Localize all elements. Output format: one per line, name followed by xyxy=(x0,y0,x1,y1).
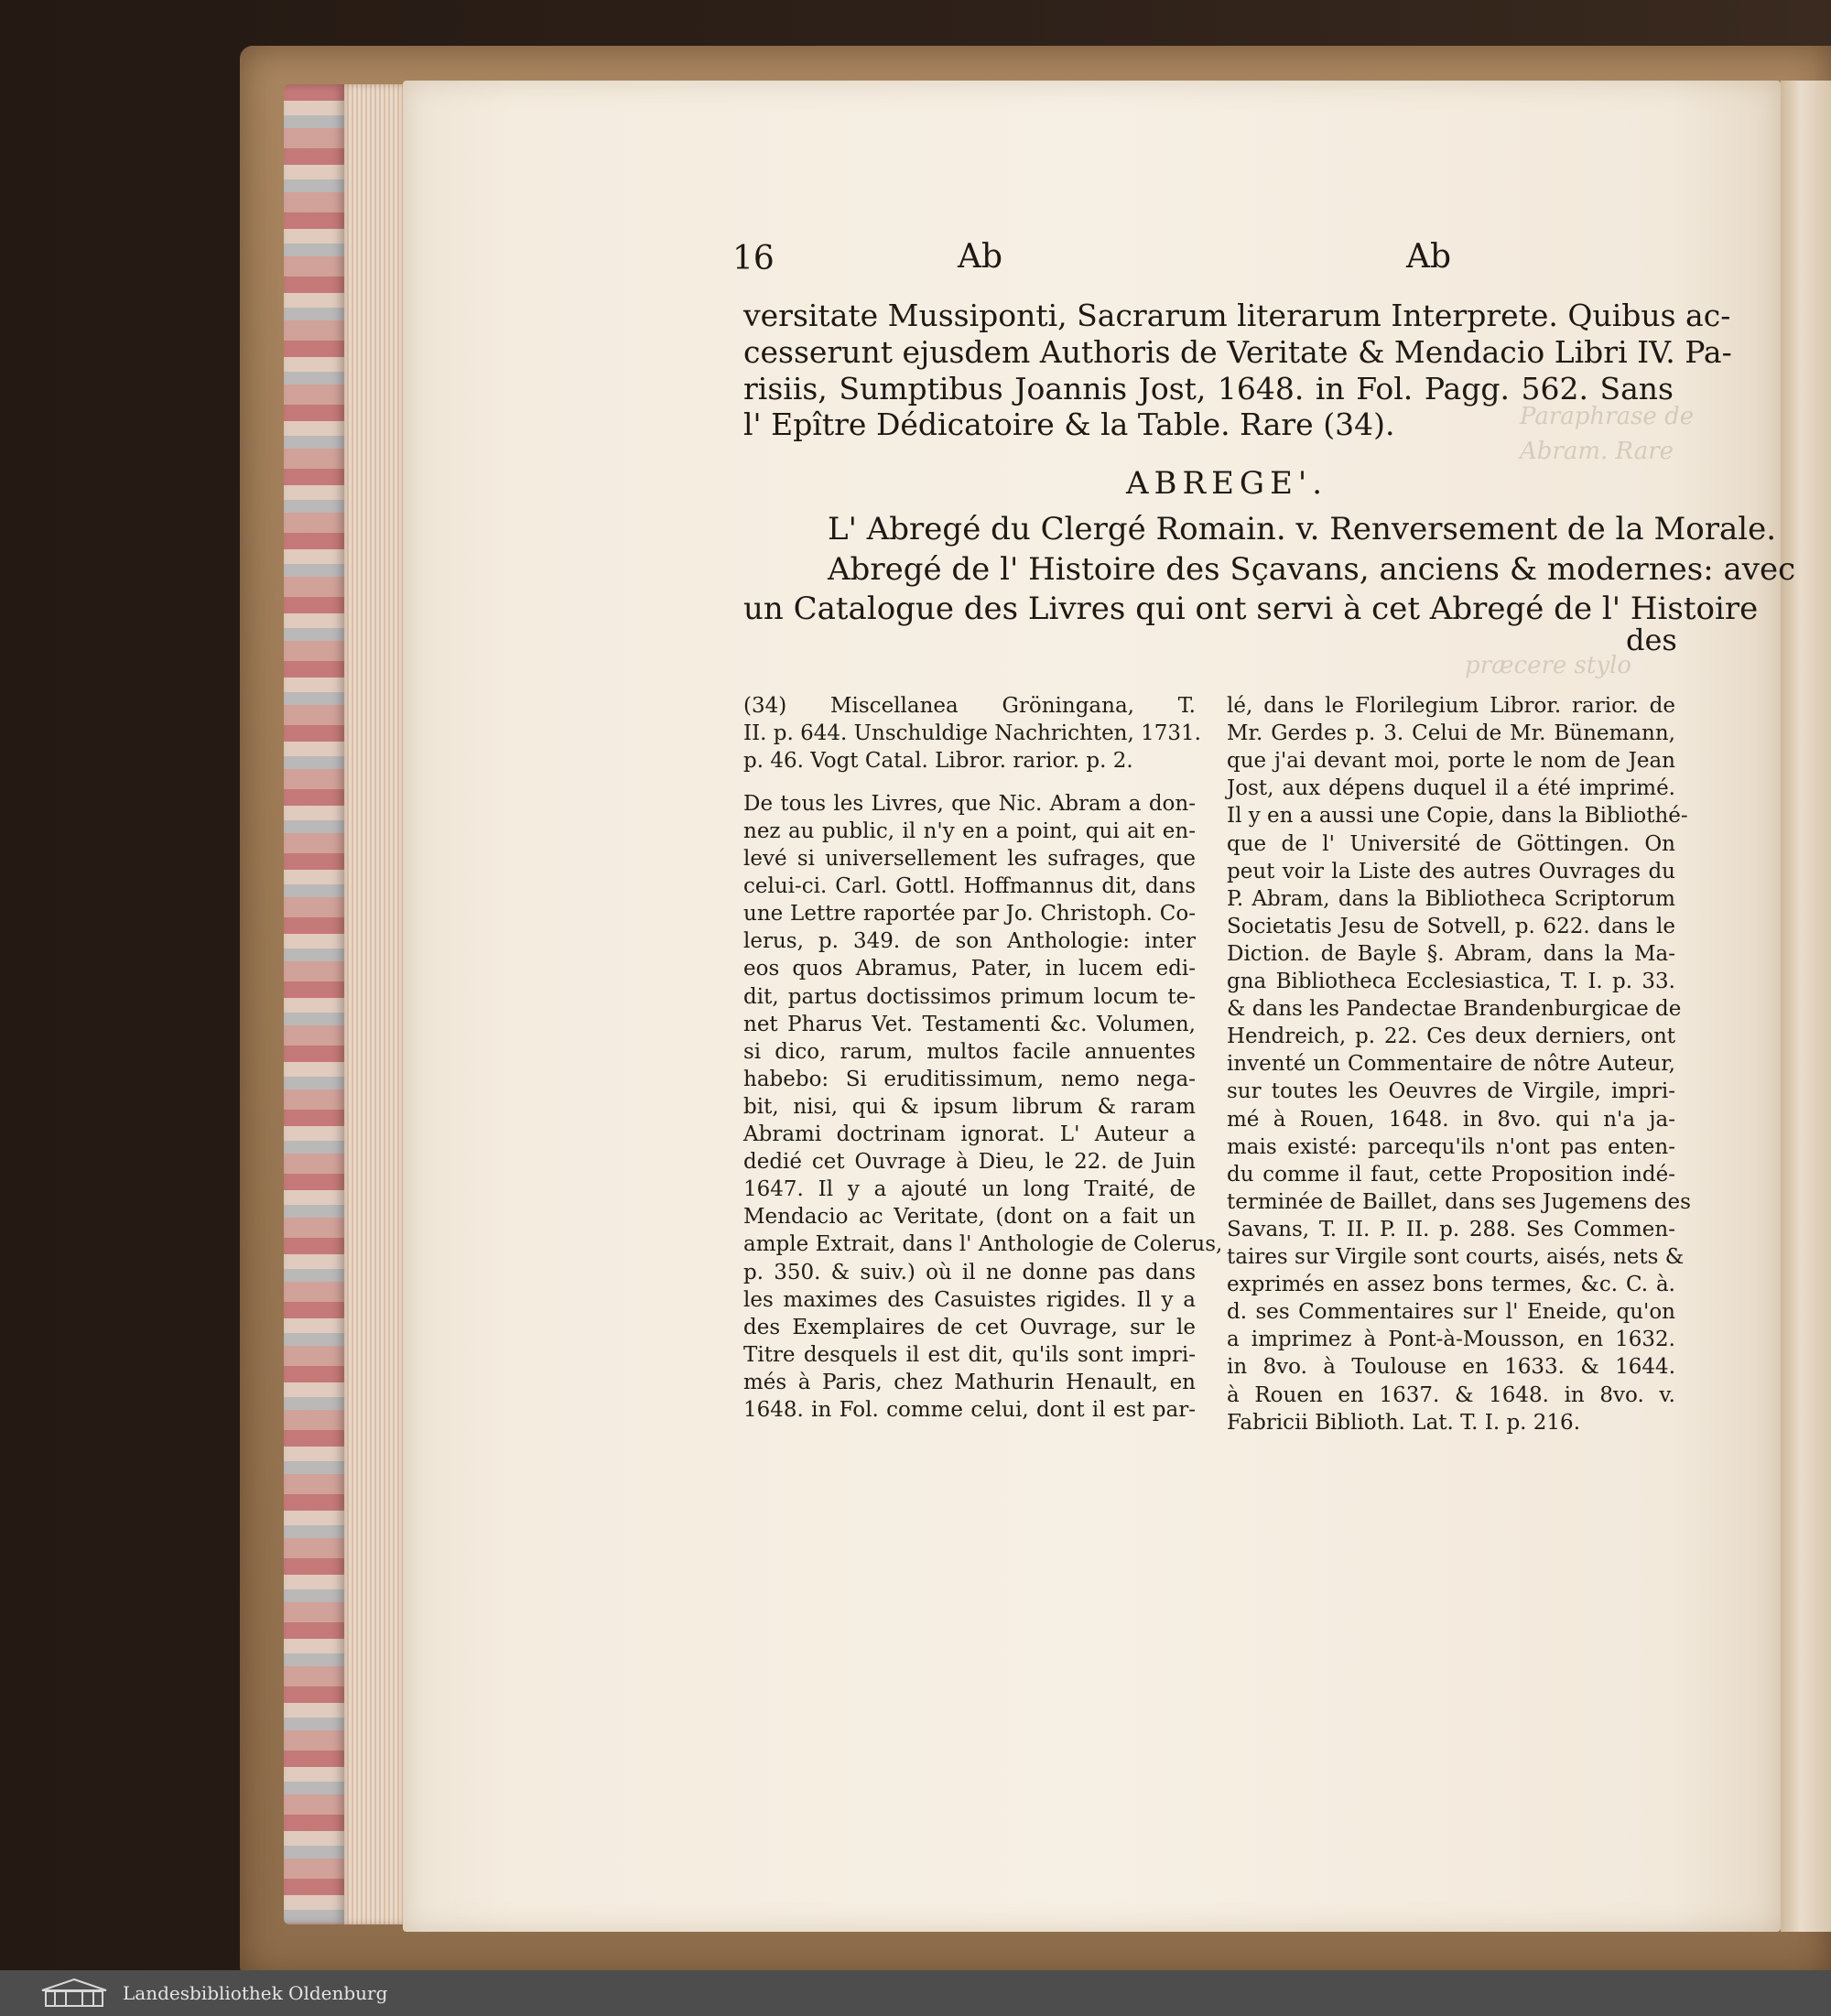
entry-line: un Catalogue des Livres qui ont servi à cet Abregé de l' Histoire xyxy=(743,591,1759,627)
footnote-line: Diction. de Bayle §. Abram, dans la Ma- xyxy=(1227,941,1675,966)
footnote-line: taires sur Virgile sont courts, aisés, nets & xyxy=(1227,1245,1685,1269)
footnote-line: à Rouen en 1637. & 1648. in 8vo. v. xyxy=(1227,1382,1675,1407)
entry-line: cesserunt ejusdem Authoris de Veritate & Mendacio Libri IV. Pa- xyxy=(743,334,1732,370)
entry-line: versitate Mussiponti, Sacrarum literarum Interprete. Quibus ac- xyxy=(743,298,1731,333)
entry-heading: L' Abregé du Clergé Romain. v. Renversement de la Morale. xyxy=(828,511,1777,547)
show-through-text: præcere stylo xyxy=(1465,652,1631,679)
footnote-line: d. ses Commentaires sur l' Eneide, qu'on xyxy=(1227,1300,1675,1325)
footnote-line: Fabricii Biblioth. Lat. T. I. p. 216. xyxy=(1227,1410,1581,1435)
footnote-line: Savans, T. II. P. II. p. 288. Ses Commen- xyxy=(1227,1217,1675,1241)
footnote-line: in 8vo. à Toulouse en 1633. & 1644. xyxy=(1227,1355,1675,1380)
entry-line: risiis, Sumptibus Joannis Jost, 1648. in Fol. Pagg. 562. Sans xyxy=(743,371,1674,406)
library-name: Landesbibliothek Oldenburg xyxy=(123,1982,388,2004)
footnote-line: Titre desquels il est dit, qu'ils sont impri- xyxy=(743,1342,1196,1367)
footnote-line: eos quos Abramus, Pater, in lucem edi- xyxy=(743,957,1196,981)
footnote-line: nez au public, il n'y en a point, qui ait en- xyxy=(743,818,1196,843)
footnote-line: gna Bibliotheca Ecclesiastica, T. I. p. 33. xyxy=(1227,970,1675,993)
footnote-line: p. 46. Vogt Catal. Libror. rarior. p. 2. xyxy=(743,749,1133,774)
footnote-line: p. 350. & suiv.) où il ne donne pas dans xyxy=(743,1260,1196,1284)
right-running-head: Ab xyxy=(1406,238,1452,276)
footnote-line: peut voir la Liste des autres Ouvrages du xyxy=(1227,859,1675,883)
footnote-line: que j'ai devant moi, porte le nom de Jean xyxy=(1227,749,1675,774)
footnote-line: Societatis Jesu de Sotvell, p. 622. dans le xyxy=(1227,914,1675,938)
footnote-line: 1648. in Fol. comme celui, dont il est par- xyxy=(743,1398,1196,1423)
footnote-line: Mr. Gerdes p. 3. Celui de Mr. Bünemann, xyxy=(1227,721,1675,746)
marbled-page-edges xyxy=(284,84,346,1924)
footnote-line: net Pharus Vet. Testamenti &c. Volumen, xyxy=(743,1012,1196,1036)
footnote-line: exprimés en assez bons termes, &c. C. à. xyxy=(1227,1273,1675,1297)
footnote-line: lé, dans le Florilegium Libror. rarior. de xyxy=(1227,694,1675,718)
page-number: 16 xyxy=(732,240,775,277)
entry-line: l' Epître Dédicatoire & la Table. Rare (34). xyxy=(743,406,1395,442)
footnote-line: (34) Miscellanea Gröningana, T. xyxy=(743,694,1196,718)
footnote-line: sur toutes les Oeuvres de Virgile, impri- xyxy=(1227,1079,1675,1104)
footnote-line: II. p. 644. Unschuldige Nachrichten, 1731. xyxy=(743,721,1201,746)
footnote-line: & dans les Pandectae Brandenburgicae de xyxy=(1227,997,1682,1022)
footnote-line: dedié cet Ouvrage à Dieu, le 22. de Juin xyxy=(743,1150,1196,1175)
footnote-line: De tous les Livres, que Nic. Abram a don- xyxy=(743,791,1196,816)
footnote-line: les maximes des Casuistes rigides. Il y a xyxy=(743,1287,1196,1312)
show-through-text: Paraphrase de xyxy=(1520,403,1695,430)
footnote-line: du comme il faut, cette Proposition indé- xyxy=(1227,1162,1675,1187)
show-through-text: Abram. Rare xyxy=(1520,438,1674,465)
facing-page-edge xyxy=(1781,81,1831,1932)
footnote-line: mé à Rouen, 1648. in 8vo. qui n'a ja- xyxy=(1227,1107,1675,1132)
footnote-line: que de l' Université de Göttingen. On xyxy=(1227,831,1675,856)
footnote-line: des Exemplaires de cet Ouvrage, sur le xyxy=(743,1315,1196,1339)
footnote-line: més à Paris, chez Mathurin Henault, en xyxy=(743,1370,1196,1394)
footnote-line: Mendacio ac Veritate, (dont on a fait un xyxy=(743,1205,1196,1230)
footnote-line: bit, nisi, qui & ipsum librum & raram xyxy=(743,1094,1196,1119)
footnote-line: celui-ci. Carl. Gottl. Hoffmannus dit, dans xyxy=(743,874,1196,899)
library-building-icon xyxy=(38,1978,110,2009)
footnote-line: levé si universellement les sufrages, que xyxy=(743,847,1196,872)
footnote-line: 1647. Il y a ajouté un long Traité, de xyxy=(743,1177,1196,1202)
footnote-line: Jost, aux dépens duquel il a été imprimé. xyxy=(1227,776,1675,801)
page-block-edges xyxy=(344,84,405,1924)
footnote-line: une Lettre raportée par Jo. Christoph. Co- xyxy=(743,902,1196,927)
catchword: des xyxy=(1626,623,1677,657)
footnote-line: Il y en a aussi une Copie, dans la Bibliothé- xyxy=(1227,804,1688,829)
footnote-line: si dico, rarum, multos facile annuentes xyxy=(743,1039,1196,1064)
footnote-line: a imprimez à Pont-à-Mousson, en 1632. xyxy=(1227,1328,1675,1352)
footnote-line: Abrami doctrinam ignorat. L' Auteur a xyxy=(743,1122,1196,1147)
footnote-line: Hendreich, p. 22. Ces deux derniers, ont xyxy=(1227,1024,1675,1049)
footnote-line: dit, partus doctissimos primum locum te- xyxy=(743,984,1196,1009)
footnote-line: inventé un Commentaire de nôtre Auteur, xyxy=(1227,1052,1675,1077)
section-title: ABREGE'. xyxy=(1125,465,1328,502)
footnote-line: lerus, p. 349. de son Anthologie: inter xyxy=(743,929,1196,954)
left-running-head: Ab xyxy=(958,238,1003,276)
footnote-line: habebo: Si eruditissimum, nemo nega- xyxy=(743,1067,1196,1091)
footnote-line: mais existé: parcequ'ils n'ont pas enten- xyxy=(1227,1134,1675,1159)
entry-heading: Abregé de l' Histoire des Sçavans, anciens & modernes: avec xyxy=(828,551,1796,588)
footnote-line: ample Extrait, dans l' Anthologie de Colerus, xyxy=(743,1232,1223,1257)
footnote-line: P. Abram, dans la Bibliotheca Scriptorum xyxy=(1227,886,1675,911)
footnote-line: terminée de Baillet, dans ses Jugemens des xyxy=(1227,1189,1691,1214)
